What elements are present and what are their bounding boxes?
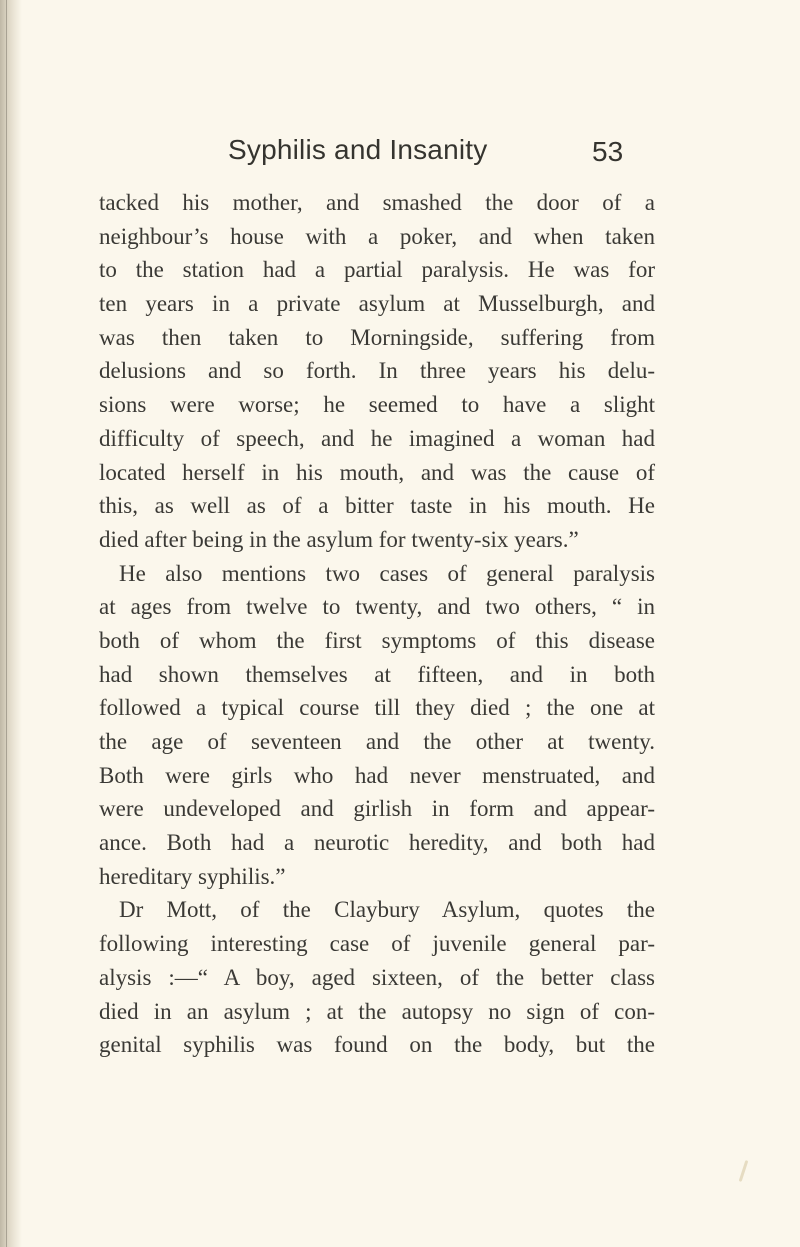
- paper-fleck: [739, 1160, 749, 1182]
- body-text: [99, 186, 655, 1062]
- text-line: was then taken to Morningside, suffering from: [99, 324, 655, 350]
- text-line: Both were girls who had never menstruated, and: [99, 762, 655, 788]
- page-gutter-shadow: [0, 0, 22, 1247]
- text-line: the age of seventeen and the other at twenty.: [99, 729, 655, 754]
- text-line: died in an asylum ; at the autopsy no sign of con-: [99, 998, 655, 1024]
- text-line: hereditary syphilis.”: [99, 863, 286, 889]
- text-line: Dr Mott, of the Claybury Asylum, quotes the: [119, 897, 655, 923]
- text-line: to the station had a partial paralysis. He was for: [99, 257, 655, 283]
- page-number: 53: [592, 136, 624, 167]
- text-line: sions were worse; he seemed to have a slight: [99, 392, 655, 418]
- text-line: following interesting case of juvenile general par-: [99, 931, 655, 957]
- text-line: both of whom the first symptoms of this disease: [99, 627, 655, 653]
- text-line: alysis :—“ A boy, aged sixteen, of the better class: [99, 964, 655, 990]
- page-gutter-line: [6, 0, 7, 1247]
- text-line: tacked his mother, and smashed the door of a: [99, 190, 655, 215]
- text-line: had shown themselves at fifteen, and in both: [99, 661, 655, 687]
- text-line: were undeveloped and girlish in form and appear-: [99, 796, 655, 822]
- text-line: ance. Both had a neurotic heredity, and both had: [99, 830, 655, 856]
- text-line: He also mentions two cases of general paralysis: [119, 560, 655, 586]
- running-head: [0, 134, 800, 174]
- text-line: neighbour’s house with a poker, and when taken: [99, 223, 655, 249]
- text-line: this, as well as of a bitter taste in his mouth. He: [99, 493, 655, 519]
- text-line: died after being in the asylum for twenty-six years.”: [99, 526, 579, 552]
- text-line: followed a typical course till they died ; the one at: [99, 695, 655, 721]
- text-line: located herself in his mouth, and was the cause of: [99, 459, 655, 485]
- text-line: ten years in a private asylum at Musselburgh, and: [99, 291, 655, 317]
- text-line: delusions and so forth. In three years his delu-: [99, 358, 655, 384]
- running-title: Syphilis and Insanity: [228, 134, 488, 165]
- text-line: genital syphilis was found on the body, but the: [99, 1032, 655, 1058]
- text-line: at ages from twelve to twenty, and two others, “ in: [99, 594, 655, 620]
- text-line: difficulty of speech, and he imagined a woman had: [99, 425, 655, 451]
